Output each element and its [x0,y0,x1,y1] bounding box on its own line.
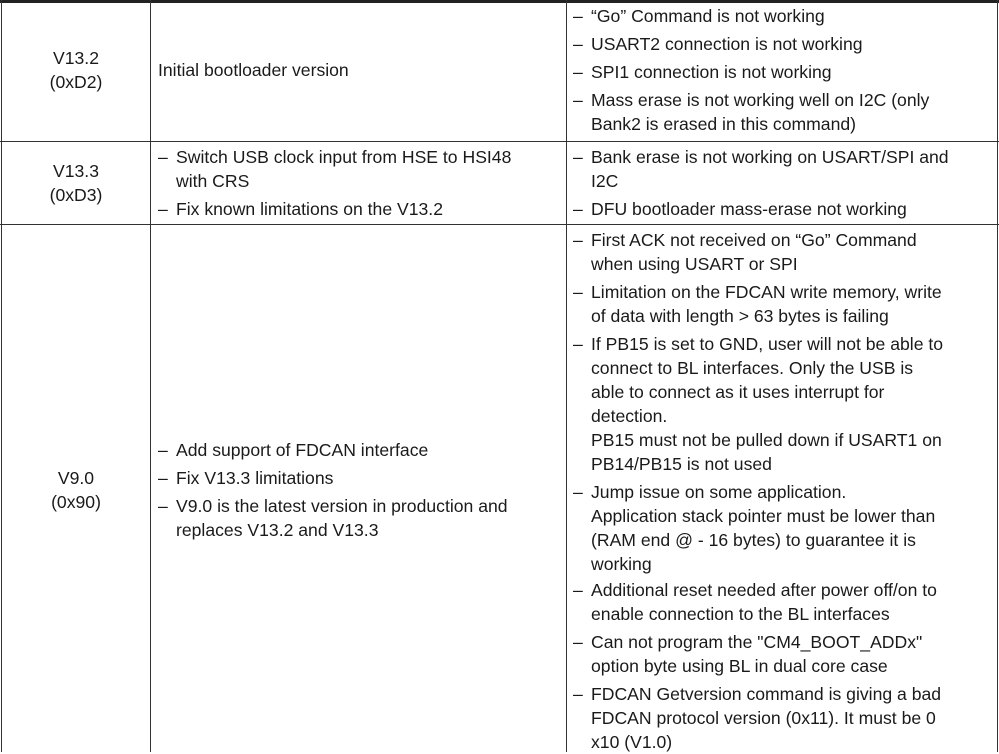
limitation-text: First ACK not received on “Go” Command [591,230,917,250]
change-dash: – [158,440,168,460]
limitation-dash: – [573,199,583,219]
limitation-dash: – [573,482,583,502]
limitation-dash: – [573,684,583,704]
change-text: Switch USB clock input from HSE to HSI48 [176,147,512,167]
limitation-text: able to connect as it uses interrupt for [591,382,885,402]
limitation-dash: – [573,282,583,302]
limitation-text: working [591,554,652,574]
limitation-text: “Go” Command is not working [591,6,825,26]
limitation-text: of data with length > 63 bytes is failing [591,306,889,326]
limitation-text: Can not program the "CM4_BOOT_ADDx" [591,632,923,652]
limitation-text: Mass erase is not working well on I2C (only [591,90,930,110]
limitation-dash: – [573,580,583,600]
limitation-text: Additional reset needed after power off/on to [591,580,937,600]
limitation-text: PB14/PB15 is not used [591,454,772,474]
limitation-text: SPI1 connection is not working [591,62,832,82]
version-cell-line: (0xD3) [49,185,103,205]
change-text: with CRS [176,171,250,191]
limitation-text: If PB15 is set to GND, user will not be able to [591,334,944,354]
limitation-dash: – [573,34,583,54]
table-right-border [997,0,998,752]
version-cell-line: V9.0 [57,468,95,488]
limitation-dash: – [573,147,583,167]
limitation-text: when using USART or SPI [591,254,798,274]
limitation-text: Bank erase is not working on USART/SPI and [591,147,949,167]
limitation-text: Application stack pointer must be lower than [591,506,936,526]
limitation-text: detection. [591,406,668,426]
limitation-text: Jump issue on some application. [591,482,847,502]
limitation-dash: – [573,230,583,250]
change-text: Fix known limitations on the V13.2 [176,199,443,219]
limitation-text: FDCAN protocol version (0x11). It must be 0 [591,708,936,728]
limitation-dash: – [573,334,583,354]
limitation-text: x10 (V1.0) [591,732,673,752]
version-cell-line: V13.3 [53,161,99,181]
change-text: Fix V13.3 limitations [176,468,334,488]
limitation-dash: – [573,62,583,82]
limitation-text: DFU bootloader mass-erase not working [591,199,907,219]
change-dash: – [158,199,168,219]
column-divider-2 [566,0,567,752]
limitation-text: enable connection to the BL interfaces [591,604,890,624]
change-text: Add support of FDCAN interface [176,440,429,460]
limitation-text: connect to BL interfaces. Only the USB is [591,358,914,378]
limitation-dash: – [573,6,583,26]
limitation-text: FDCAN Getversion command is giving a bad [591,684,942,704]
limitation-dash: – [573,632,583,652]
row-divider-1 [0,141,999,142]
version-cell-line: V13.2 [53,48,99,68]
column-divider-1 [150,0,151,752]
limitation-text: USART2 connection is not working [591,34,863,54]
change-dash: – [158,468,168,488]
limitation-text: Limitation on the FDCAN write memory, write [591,282,942,302]
limitation-text: option byte using BL in dual core case [591,656,888,676]
change-text: V9.0 is the latest version in production and [176,496,508,516]
change-dash: – [158,147,168,167]
version-cell-line: (0xD2) [49,72,103,92]
change-text: Initial bootloader version [158,60,349,80]
version-cell-line: (0x90) [51,492,101,512]
table-left-border [1,0,2,752]
change-text: replaces V13.2 and V13.3 [176,520,379,540]
change-dash: – [158,496,168,516]
limitation-text: (RAM end @ - 16 bytes) to guarantee it is [591,530,916,550]
row-divider-2 [0,224,999,225]
limitation-text: PB15 must not be pulled down if USART1 on [591,430,942,450]
limitation-dash: – [573,90,583,110]
limitation-text: Bank2 is erased in this command) [591,114,857,134]
limitation-text: I2C [591,171,619,191]
